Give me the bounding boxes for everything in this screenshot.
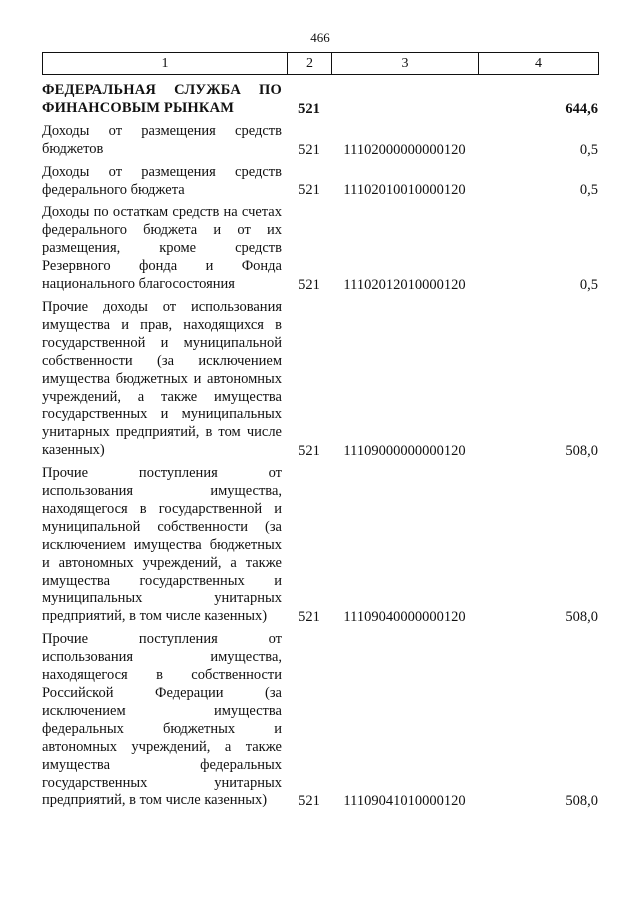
- row-amount: 0,5: [579, 141, 598, 158]
- row-admin-code: 521: [298, 793, 320, 810]
- table-row: [42, 299, 598, 460]
- row-amount: 508,0: [565, 443, 598, 460]
- table-row: [42, 631, 598, 810]
- table-row: [42, 204, 598, 294]
- row-amount: 644,6: [565, 100, 598, 117]
- revenue-table-body: [42, 82, 598, 815]
- row-kbk-code: 11102010010000120: [343, 182, 466, 199]
- row-amount: 508,0: [565, 609, 598, 626]
- row-kbk-code: 11109000000000120: [343, 443, 466, 460]
- table-row: [42, 164, 598, 200]
- row-admin-code: 521: [298, 100, 320, 117]
- row-kbk-code: 11109040000000120: [343, 609, 466, 626]
- row-name: Доходы от размещения средств бюджетов: [42, 122, 282, 157]
- column-header-2: 2: [288, 53, 332, 75]
- row-admin-code: 521: [298, 182, 320, 199]
- table-row: [42, 465, 598, 626]
- column-header-row: [43, 53, 599, 75]
- row-amount: 0,5: [579, 276, 598, 293]
- column-header-3: 3: [332, 53, 479, 75]
- row-admin-code: 521: [298, 609, 320, 626]
- row-name: ФЕДЕРАЛЬНАЯ СЛУЖБА ПО ФИНАНСОВЫМ РЫНКАМ: [42, 82, 282, 116]
- row-kbk-code: 11102012010000120: [343, 276, 466, 293]
- row-admin-code: 521: [298, 276, 320, 293]
- column-header-4: 4: [479, 53, 599, 75]
- row-kbk-code: 11102000000000120: [343, 141, 466, 158]
- row-name: Прочие поступления от использования имущества, находящегося в государственной и муниципальной собственности (за исключением имущества бюджетных и автономных учреждений, а также имущества государственных и муниципальных унитарных предприятий, в том числе казенных): [42, 465, 282, 625]
- column-header-1: 1: [43, 53, 288, 75]
- row-name: Прочие поступления от использования имущества, находящегося в собственности Российской Федерации (за исключением имущества федеральных бюджетных и автономных учреждений, а также имущества федеральных государственных унитарных предприятий, в том числе казенных): [42, 631, 282, 809]
- row-name: Доходы от размещения средств федерального бюджета: [42, 163, 282, 198]
- row-kbk-code: 11109041010000120: [343, 793, 466, 810]
- row-admin-code: 521: [298, 141, 320, 158]
- page-number: 466: [310, 30, 330, 45]
- row-name: Доходы по остаткам средств на счетах федерального бюджета и от их размещения, кроме средств Резервного фонда и Фонда национального благосостояния: [42, 204, 282, 293]
- column-header-table: [42, 52, 599, 75]
- row-admin-code: 521: [298, 443, 320, 460]
- table-row: [42, 123, 598, 159]
- table-row-agency: [42, 82, 598, 118]
- row-amount: 0,5: [579, 182, 598, 199]
- row-amount: 508,0: [565, 793, 598, 810]
- row-name: Прочие доходы от использования имущества и прав, находящихся в государственной и муниципальной собственности (за исключением имущества бюджетных и автономных учреждений, а также имущества государственных и муниципальных унитарных предприятий, в том числе казенных): [42, 298, 282, 459]
